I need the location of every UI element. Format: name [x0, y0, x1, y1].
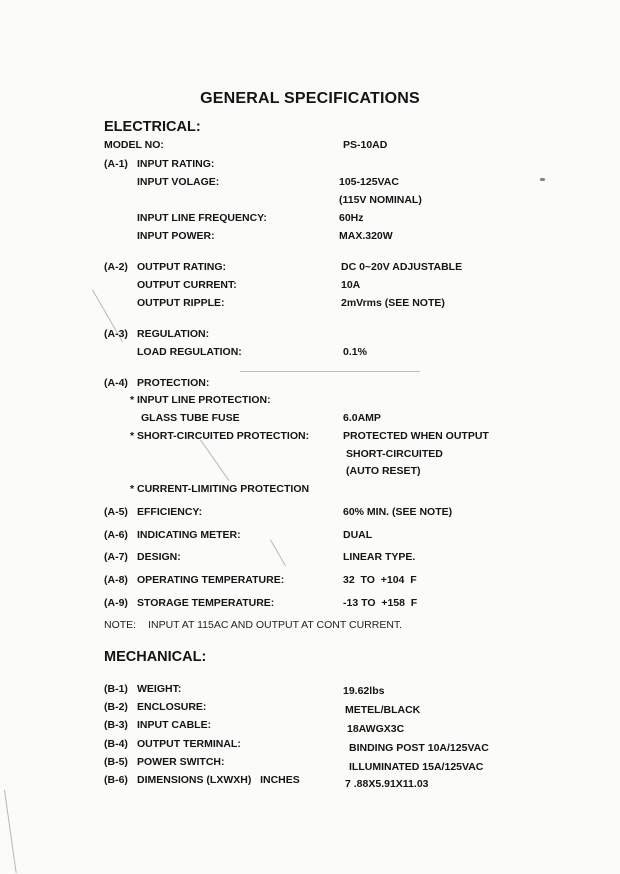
- spec-value: 19.62lbs: [343, 685, 385, 697]
- spec-value: MAX.320W: [339, 230, 393, 242]
- spec-code: (B-3): [104, 719, 128, 731]
- spec-value: METEL/BLACK: [345, 704, 421, 716]
- note-label: NOTE:: [104, 619, 137, 631]
- model-label: MODEL NO:: [104, 139, 164, 151]
- spec-value: 32 TO +104 F: [343, 574, 417, 586]
- spec-value: 105-125VAC: [339, 176, 399, 188]
- model-value: PS-10AD: [343, 139, 388, 151]
- spec-label: INPUT CABLE:: [137, 719, 212, 731]
- note: [104, 619, 402, 631]
- spec-value: 18AWGX3C: [347, 723, 405, 735]
- scan-scratch: [270, 540, 286, 566]
- spec-value: LINEAR TYPE.: [343, 551, 416, 563]
- spec-code: (A-2): [104, 261, 128, 273]
- spec-code: (B-6): [104, 774, 128, 786]
- spec-label: PROTECTION:: [137, 377, 210, 389]
- spec-label: DIMENSIONS (LXWXH) INCHES: [137, 774, 300, 786]
- spec-label: OUTPUT RIPPLE:: [137, 297, 225, 309]
- spec-label: EFFICIENCY:: [137, 506, 203, 518]
- spec-value: 7 .88X5.91X11.03: [345, 778, 429, 790]
- spec-value: 6.0AMP: [343, 412, 381, 424]
- spec-value: 60% MIN. (SEE NOTE): [343, 506, 453, 518]
- section-heading-mechanical: MECHANICAL:: [104, 649, 207, 665]
- scan-scratch: [200, 439, 229, 481]
- spec-label: * SHORT-CIRCUITED PROTECTION:: [130, 430, 310, 442]
- spec-code: (A-5): [104, 506, 128, 518]
- spec-code: (B-4): [104, 738, 128, 750]
- scan-line: [240, 371, 420, 372]
- spec-code: (B-5): [104, 756, 128, 768]
- spec-code: (A-3): [104, 328, 128, 340]
- spec-code: (A-7): [104, 551, 128, 563]
- spec-value: PROTECTED WHEN OUTPUT: [343, 430, 489, 442]
- spec-code: (A-1): [104, 158, 128, 170]
- scan-speck: [540, 178, 545, 181]
- spec-value: -13 TO +158 F: [343, 597, 418, 609]
- spec-label: INPUT POWER:: [137, 230, 215, 242]
- scan-scratch: [4, 790, 17, 873]
- spec-label: LOAD REGULATION:: [137, 346, 242, 358]
- spec-code: (A-8): [104, 574, 128, 586]
- spec-value: DUAL: [343, 529, 373, 541]
- spec-code: (B-1): [104, 683, 128, 695]
- spec-label: GLASS TUBE FUSE: [141, 412, 240, 424]
- spec-value: 10A: [341, 279, 361, 291]
- spec-label: OPERATING TEMPERATURE:: [137, 574, 285, 586]
- spec-label: INPUT VOLAGE:: [137, 176, 220, 188]
- spec-value: (115V NOMINAL): [339, 194, 422, 206]
- spec-value: 0.1%: [343, 346, 367, 358]
- spec-label: OUTPUT RATING:: [137, 261, 227, 273]
- spec-value: 60Hz: [339, 212, 364, 224]
- spec-label: INPUT LINE FREQUENCY:: [137, 212, 267, 224]
- spec-value: SHORT-CIRCUITED: [346, 448, 443, 460]
- spec-label: ENCLOSURE:: [137, 701, 207, 713]
- spec-label: * CURRENT-LIMITING PROTECTION: [130, 483, 310, 495]
- spec-value: (AUTO RESET): [346, 465, 421, 477]
- spec-value: DC 0~20V ADJUSTABLE: [341, 261, 463, 273]
- spec-label: STORAGE TEMPERATURE:: [137, 597, 275, 609]
- spec-label: OUTPUT TERMINAL:: [137, 738, 241, 750]
- spec-value: 2mVrms (SEE NOTE): [341, 297, 445, 309]
- spec-label: * INPUT LINE PROTECTION:: [130, 394, 271, 406]
- section-heading-electrical: ELECTRICAL:: [104, 119, 201, 135]
- spec-value: ILLUMINATED 15A/125VAC: [349, 761, 484, 773]
- spec-label: INPUT RATING:: [137, 158, 215, 170]
- note-text: INPUT AT 115AC AND OUTPUT AT CONT CURRENT.: [148, 619, 403, 631]
- spec-label: INDICATING METER:: [137, 529, 241, 541]
- spec-label: DESIGN:: [137, 551, 181, 563]
- spec-value: BINDING POST 10A/125VAC: [349, 742, 489, 754]
- spec-code: (B-2): [104, 701, 128, 713]
- page-title: GENERAL SPECIFICATIONS: [200, 90, 420, 107]
- spec-label: POWER SWITCH:: [137, 756, 225, 768]
- spec-code: (A-4): [104, 377, 128, 389]
- spec-label: WEIGHT:: [137, 683, 182, 695]
- spec-label: OUTPUT CURRENT:: [137, 279, 237, 291]
- spec-code: (A-9): [104, 597, 128, 609]
- spec-label: REGULATION:: [137, 328, 210, 340]
- spec-code: (A-6): [104, 529, 128, 541]
